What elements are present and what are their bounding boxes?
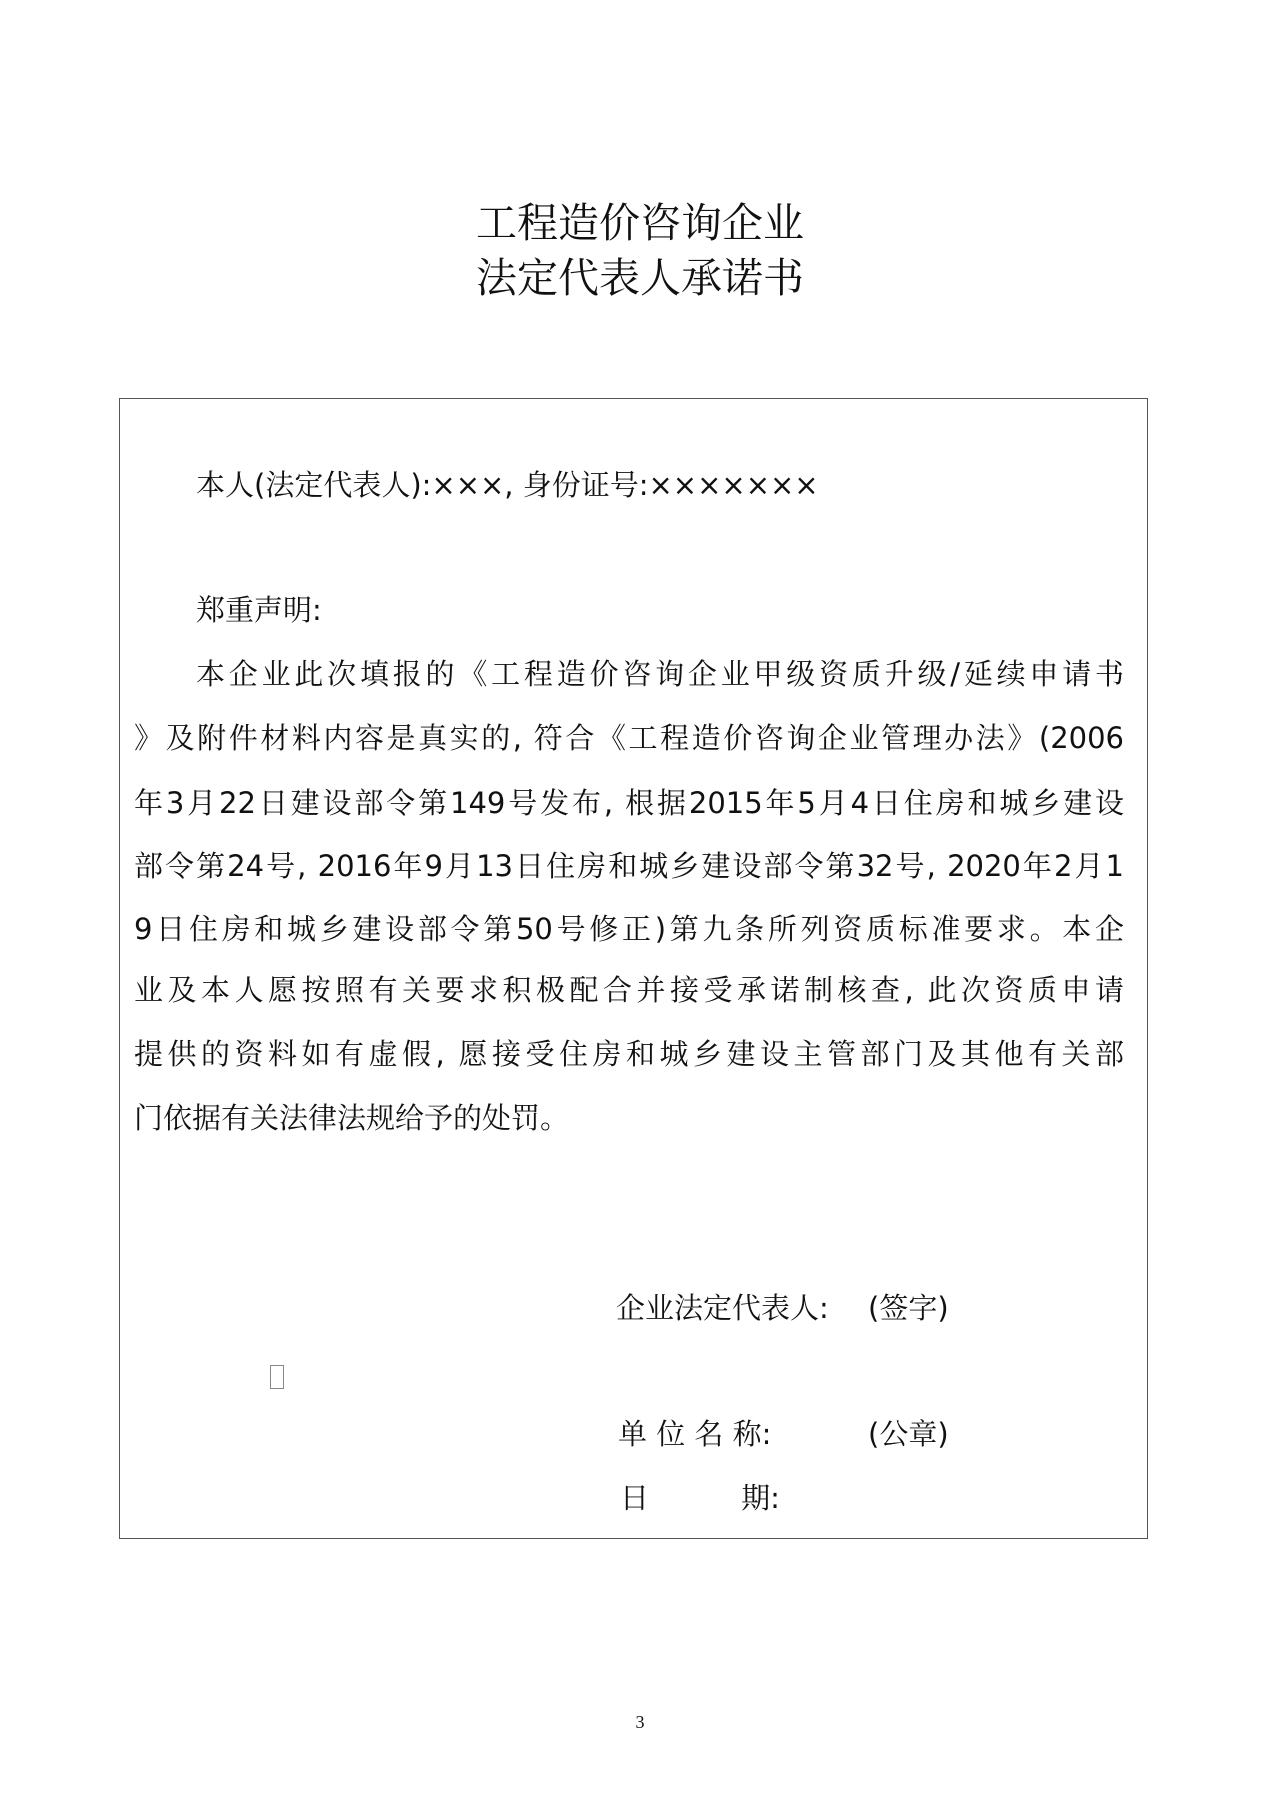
paragraph-line: 业及本人愿按照有关要求积极配合并接受承诺制核查, 此次资质申请 [134,973,1124,1007]
paragraph-line: 9日住房和城乡建设部令第50号修正)第九条所列资质标准要求。本企 [134,912,1124,946]
document-title-line1: 工程造价咨询企业 [476,199,804,247]
date-label: 日 期: [620,1481,780,1515]
declaration-heading: 郑重声明: [196,593,322,627]
signature-field-hint: (签字) [868,1291,949,1325]
identity-line: 本人(法定代表人):×××, 身份证号:××××××× [196,468,819,502]
page-number: 3 [635,1712,645,1732]
placeholder-box-icon [270,1365,284,1389]
paragraph-line: 门依据有关法律法规给予的处罚。 [134,1101,570,1135]
legal-rep-label: 企业法定代表人: [616,1291,829,1325]
seal-field-hint: (公章) [868,1417,949,1451]
unit-name-label: 单 位 名 称: [618,1417,772,1451]
paragraph-line: 部令第24号, 2016年9月13日住房和城乡建设部令第32号, 2020年2月1 [134,849,1124,883]
paragraph-line: 》及附件材料内容是真实的, 符合《工程造价咨询企业管理办法》(2006 [134,721,1124,755]
paragraph-line: 提供的资料如有虚假, 愿接受住房和城乡建设主管部门及其他有关部 [134,1037,1124,1071]
paragraph-line: 年3月22日建设部令第149号发布, 根据2015年5月4日住房和城乡建设 [134,786,1124,820]
document-title-line2: 法定代表人承诺书 [476,254,804,302]
paragraph-line: 本企业此次填报的《工程造价咨询企业甲级资质升级/延续申请书 [196,657,1124,691]
